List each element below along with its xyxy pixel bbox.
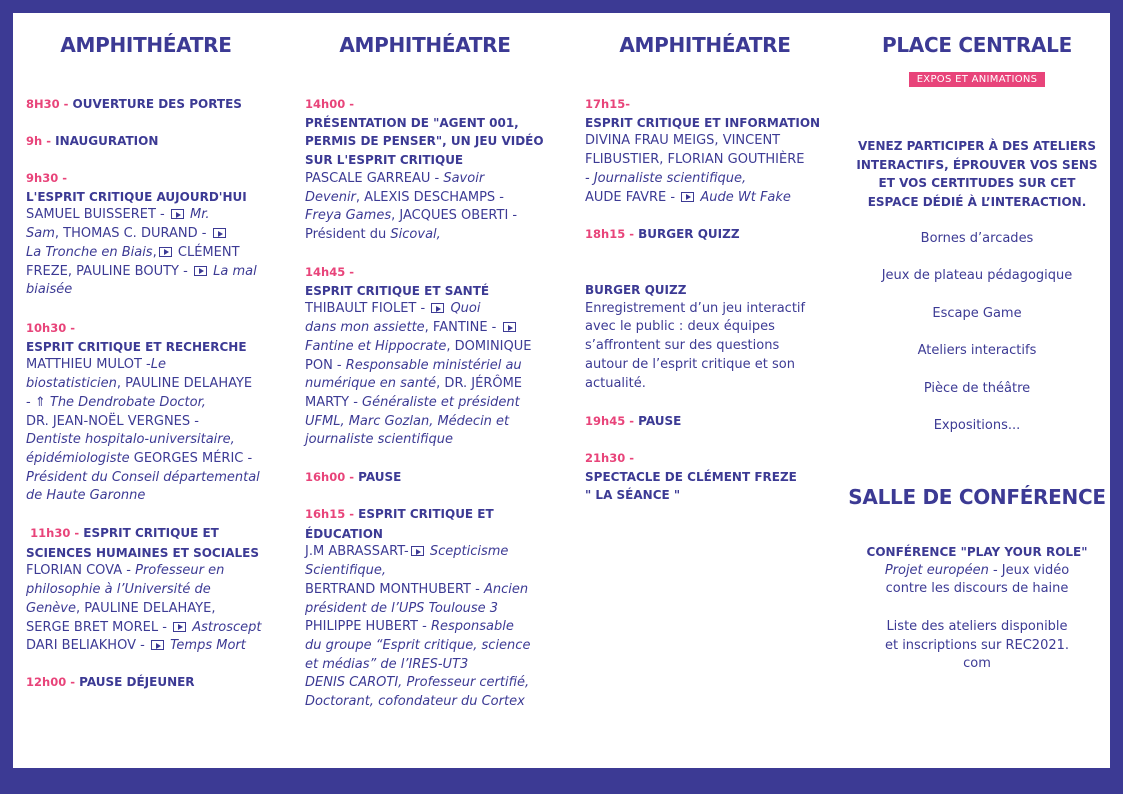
speaker-line: La Tronche en Biais, CLÉMENT	[26, 244, 240, 260]
session-time: 21h30 -	[585, 451, 634, 465]
speaker-line: DENIS CAROTI, Professeur certifié,	[305, 675, 530, 691]
speaker-line: dans mon assiette, FANTINE -	[305, 319, 545, 338]
session-title: PRÉSENTATION DE "AGENT 001,	[305, 115, 519, 130]
speaker-line: Fantine et Hippocrate, DOMINIQUE	[305, 338, 532, 354]
speaker-line: SAMUEL BUISSERET - Mr.	[26, 207, 210, 223]
session-title: OUVERTURE DES PORTES	[72, 97, 242, 111]
column-heading: AMPHITHÉATRE	[339, 33, 511, 57]
speaker-line: philosophie à l’Université de	[26, 582, 211, 598]
play-icon	[173, 622, 186, 632]
column-heading: AMPHITHÉATRE	[60, 33, 232, 57]
session-pause	[585, 412, 825, 432]
play-icon	[681, 192, 694, 202]
speaker-line: MATTHIEU MULOT -Le	[26, 357, 166, 373]
session-time: 14h00 -	[305, 97, 354, 111]
session-sciences-humaines	[26, 524, 266, 656]
speaker-line: PON - Responsable ministériel au	[305, 357, 522, 373]
session-opening	[26, 95, 266, 115]
session-title: SPECTACLE DE CLÉMENT FREZE	[585, 469, 797, 484]
session-time: 8H30 -	[26, 97, 69, 111]
speaker-line: du groupe “Esprit critique, science	[305, 637, 531, 653]
session-title: BURGER QUIZZ	[585, 283, 687, 297]
session-title: ESPRIT CRITIQUE ET INFORMATION	[585, 115, 821, 130]
speaker-line: Doctorant, cofondateur du Cortex	[305, 694, 525, 710]
session-pause	[305, 468, 545, 488]
program-sheet	[13, 13, 1110, 768]
session-time: 14h45 -	[305, 265, 354, 279]
play-icon	[503, 322, 516, 332]
list-item: Escape Game	[932, 305, 1022, 321]
session-title: PAUSE DÉJEUNER	[79, 675, 195, 689]
session-agent-001	[305, 95, 545, 245]
speaker-line: DR. JEAN-NOËL VERGNES -	[26, 413, 199, 429]
speaker-line: PHILIPPE HUBERT - Responsable	[305, 619, 514, 635]
session-burger-quizz	[585, 225, 825, 245]
speaker-line: Président du Sicoval,	[305, 226, 441, 242]
session-time: 16h15 -	[305, 507, 354, 521]
intro-text: VENEZ PARTICIPER À DES ATELIERS INTERACTIFS, ÉPROUVER VOS SENS ET VOS CERTITUDES SUR CET ESPACE DÉDIÉ À L’INTERACTION.	[856, 139, 1098, 210]
session-title: ESPRIT CRITIQUE ET SANTÉ	[305, 283, 490, 298]
speaker-line: biostatisticien, PAULINE DELAHAYE	[26, 376, 253, 392]
session-sante	[305, 263, 545, 450]
speaker-line: MARTY - Généraliste et président	[305, 394, 520, 410]
session-title: " LA SÉANCE "	[585, 488, 681, 503]
session-title: PAUSE	[358, 470, 402, 484]
session-time: 18h15 -	[585, 227, 634, 241]
session-title: ÉDUCATION	[305, 526, 383, 541]
session-time: 19h45 -	[585, 414, 634, 428]
session-title: ESPRIT CRITIQUE ET RECHERCHE	[26, 339, 247, 354]
list-item: Bornes d’arcades	[920, 231, 1034, 246]
conference-block: CONFÉRENCE "PLAY YOUR ROLE" Projet européen - Jeux vidéo contre les discours de haine Liste des ateliers disponible et inscriptions sur REC2021. com	[848, 543, 1106, 674]
speaker-line: journaliste scientifique	[305, 432, 453, 448]
speaker-line: Genève, PAULINE DELAHAYE,	[26, 600, 216, 616]
speaker-line: et médias” de l’IRES-UT3	[305, 656, 469, 672]
speaker-line: AUDE FAVRE - Aude Wt Fake	[585, 189, 791, 205]
session-title: L'ESPRIT CRITIQUE AUJOURD'HUI	[26, 189, 247, 204]
activity-list	[848, 230, 1106, 454]
speaker-line: THIBAULT FIOLET - Quoi	[305, 301, 481, 317]
list-item: Pièce de théâtre	[923, 380, 1031, 396]
session-title: PERMIS DE PENSER", UN JEU VIDÉO	[305, 134, 544, 149]
speaker-line: FLORIAN COVA - Professeur en	[26, 563, 225, 579]
session-spectacle	[585, 449, 825, 505]
speaker-line: Freya Games, JACQUES OBERTI -	[305, 208, 518, 224]
column-heading: PLACE CENTRALE	[882, 33, 1072, 57]
speaker-line: J.M ABRASSART- Scepticisme	[305, 544, 509, 560]
speaker-line: SERGE BRET MOREL - Astroscept	[26, 619, 262, 635]
session-time: 10h30 -	[26, 321, 75, 335]
speaker-line: épidémiologiste GEORGES MÉRIC -	[26, 450, 253, 466]
play-icon	[159, 247, 172, 257]
session-inauguration	[26, 132, 266, 152]
session-pause-dejeuner	[26, 673, 266, 693]
column-heading: AMPHITHÉATRE	[619, 33, 791, 57]
burger-quizz-description: BURGER QUIZZ Enregistrement d’un jeu interactif avec le public : deux équipes s’affrontent sur des questions autour de l’esprit critique et son actualité.	[585, 281, 825, 393]
list-item: Ateliers interactifs	[917, 343, 1037, 359]
play-icon	[194, 266, 207, 276]
speaker-line: de Haute Garonne	[26, 488, 146, 504]
session-title: PAUSE	[638, 414, 682, 428]
session-title: ESPRIT CRITIQUE ET	[358, 507, 494, 521]
play-icon	[431, 303, 444, 313]
speaker-line: FREZE, PAULINE BOUTY - La mal	[26, 263, 257, 279]
session-title: ESPRIT CRITIQUE ET	[83, 526, 219, 540]
session-time: 11h30 -	[30, 526, 80, 540]
session-time: 17h15-	[585, 97, 630, 111]
session-title: INAUGURATION	[55, 134, 159, 148]
play-icon	[411, 546, 424, 556]
speaker-line: président de l’UPS Toulouse 3	[305, 600, 499, 616]
speaker-line: FLIBUSTIER, FLORIAN GOUTHIÈRE	[585, 152, 805, 168]
session-time: 12h00 -	[26, 675, 75, 689]
list-item: Jeux de plateau pédagogique	[881, 268, 1073, 284]
speaker-line: PASCALE GARREAU - Savoir	[305, 170, 485, 186]
list-item: Expositions...	[933, 417, 1021, 433]
speaker-line: Dentiste hospitalo-universitaire,	[26, 432, 235, 448]
session-title: SUR L'ESPRIT CRITIQUE	[305, 153, 464, 168]
session-recherche	[26, 319, 266, 506]
session-esprit-critique-aujourdhui	[26, 169, 266, 300]
play-icon	[213, 228, 226, 238]
speaker-line: Sam, THOMAS C. DURAND -	[26, 225, 266, 244]
conference-title: CONFÉRENCE "PLAY YOUR ROLE"	[866, 545, 1088, 559]
session-title: SCIENCES HUMAINES ET SOCIALES	[26, 545, 259, 560]
speaker-line: Devenir, ALEXIS DESCHAMPS -	[305, 189, 504, 205]
session-time: 16h00 -	[305, 470, 354, 484]
speaker-line: DARI BELIAKHOV - Temps Mort	[26, 638, 246, 654]
pin-icon: ⇑	[34, 394, 46, 410]
speaker-line: UFML, Marc Gozlan, Médecin et	[305, 413, 510, 429]
speaker-line: Scientifique,	[305, 563, 386, 579]
session-education	[305, 505, 545, 712]
session-time: 9h30 -	[26, 171, 67, 185]
session-title: BURGER QUIZZ	[638, 227, 740, 241]
speaker-line: biaisée	[26, 282, 73, 298]
speaker-line: - ⇑ The Dendrobate Doctor,	[26, 394, 206, 410]
speaker-line: Président du Conseil départemental	[26, 469, 260, 485]
speaker-line: BERTRAND MONTHUBERT - Ancien	[305, 581, 529, 597]
section-heading: SALLE DE CONFÉRENCE	[848, 485, 1106, 509]
speaker-line: - Journaliste scientifique,	[585, 170, 747, 186]
speaker-line: numérique en santé, DR. JÉRÔME	[305, 376, 523, 392]
session-time: 9h -	[26, 134, 51, 148]
play-icon	[171, 209, 184, 219]
expos-badge: EXPOS ET ANIMATIONS	[909, 72, 1046, 87]
speaker-line: DIVINA FRAU MEIGS, VINCENT	[585, 133, 781, 149]
session-information	[585, 95, 825, 207]
play-icon	[151, 640, 164, 650]
